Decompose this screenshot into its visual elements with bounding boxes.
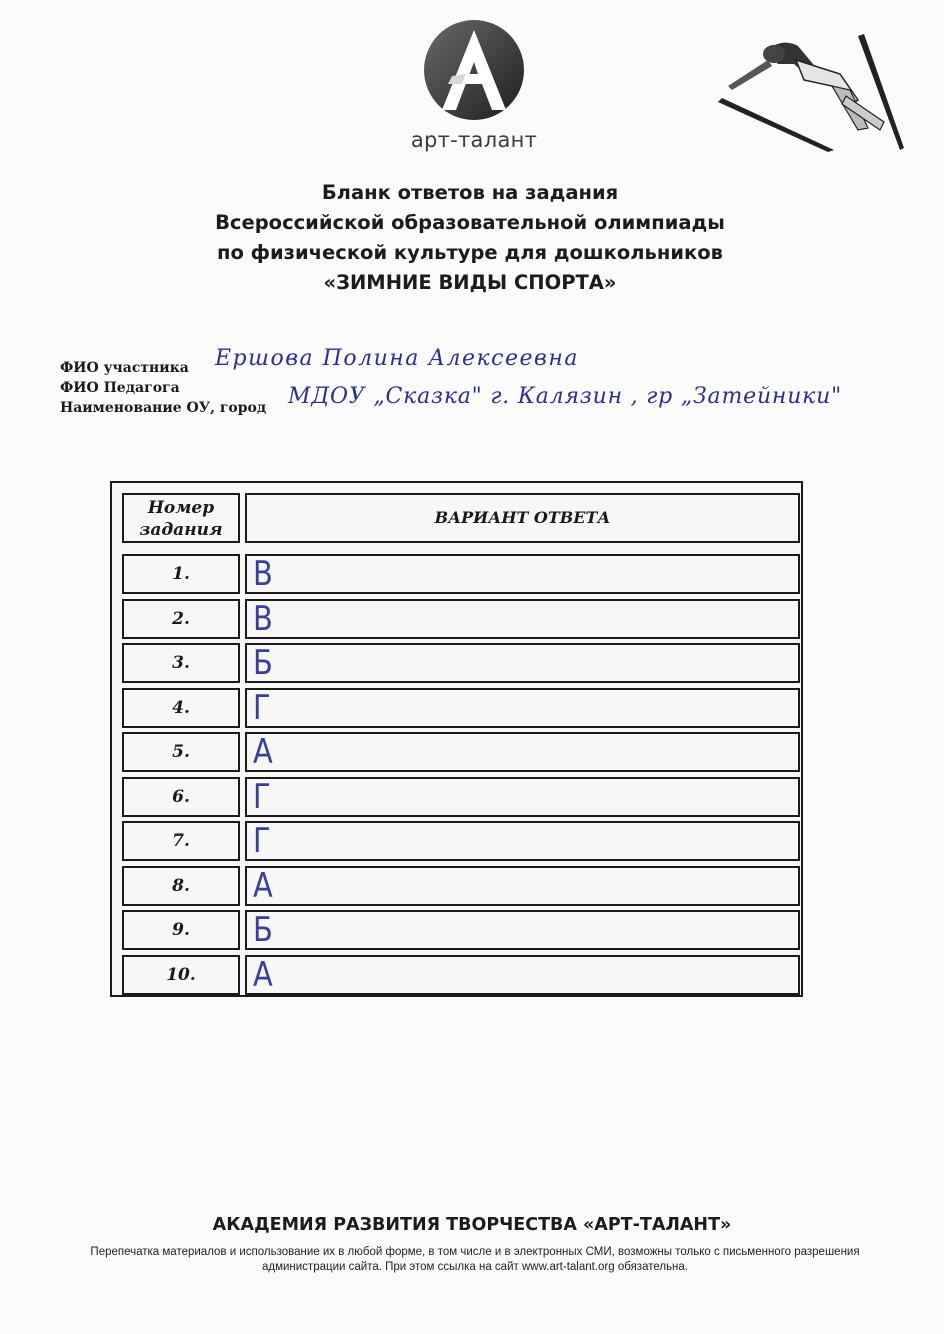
task-number: 5. — [122, 732, 240, 772]
answer-value: В — [253, 554, 273, 594]
answer-cell[interactable] — [245, 777, 800, 817]
task-number: 2. — [122, 599, 240, 639]
task-number: 8. — [122, 866, 240, 906]
participant-row — [60, 346, 940, 380]
task-number: 3. — [122, 643, 240, 683]
answer-cell[interactable] — [245, 643, 800, 683]
table-row — [120, 955, 800, 995]
task-number: 1. — [122, 554, 240, 594]
participant-fields — [60, 340, 940, 416]
table-row — [120, 777, 800, 817]
table-row — [120, 599, 800, 639]
task-number: 10. — [122, 955, 240, 995]
form-title — [150, 178, 790, 298]
task-number: 6. — [122, 777, 240, 817]
answer-cell[interactable] — [245, 866, 800, 906]
participant-value[interactable]: Ершова Полина Алексеевна — [215, 346, 579, 371]
logo-text: арт-талант — [410, 128, 538, 152]
task-number: 4. — [122, 688, 240, 728]
table-row — [120, 554, 800, 594]
task-number: 9. — [122, 910, 240, 950]
teacher-label: ФИО Педагога — [60, 380, 180, 396]
answer-value: Г — [253, 687, 271, 728]
answer-cell[interactable] — [245, 732, 800, 772]
answer-value: А — [253, 865, 273, 906]
title-line-3: по физической культуре для дошкольников — [216, 241, 723, 264]
answer-cell[interactable] — [245, 599, 800, 639]
answer-value: Б — [253, 643, 273, 683]
header-answer-variant: ВАРИАНТ ОТВЕТА — [245, 493, 800, 543]
logo-emblem-icon — [422, 18, 526, 122]
answer-cell[interactable] — [245, 821, 800, 861]
answer-value: Б — [253, 910, 273, 950]
table-row — [120, 732, 800, 772]
table-row — [120, 821, 800, 861]
ski-jumper-illustration — [708, 30, 913, 170]
art-talant-logo — [404, 18, 544, 152]
school-value[interactable]: МДОУ „Сказка" г. Калязин , гр „Затейники" — [288, 384, 842, 409]
answer-value: А — [253, 954, 273, 995]
header-task-number: Номер задания — [122, 493, 240, 543]
answer-cell[interactable] — [245, 910, 800, 950]
title-line-2: Всероссийской образовательной олимпиады — [215, 211, 725, 234]
school-label: Наименование ОУ, город — [60, 400, 267, 416]
answer-cell[interactable] — [245, 554, 800, 594]
task-number: 7. — [122, 821, 240, 861]
answer-value: А — [253, 732, 273, 772]
title-line-4: «ЗИМНИЕ ВИДЫ СПОРТА» — [323, 271, 617, 294]
table-row — [120, 688, 800, 728]
answer-cell[interactable] — [245, 688, 800, 728]
table-row — [120, 643, 800, 683]
table-row — [120, 866, 800, 906]
participant-label: ФИО участника — [60, 360, 189, 376]
table-row — [120, 910, 800, 950]
answer-table — [110, 481, 803, 997]
answer-cell[interactable] — [245, 955, 800, 995]
answer-value: В — [253, 598, 273, 639]
answer-value: Г — [253, 821, 271, 861]
title-line-1: Бланк ответов на задания — [321, 181, 619, 204]
footer-title: АКАДЕМИЯ РАЗВИТИЯ ТВОРЧЕСТВА «АРТ-ТАЛАНТ» — [212, 1215, 732, 1235]
footer-copyright-note: Перепечатка материалов и использование их в любой форме, в том числе и в электронных СМИ, возможны только с письменного разрешения администрации сайта. При этом ссылка на сайт www.art-talant.org обязательна. — [90, 1246, 860, 1273]
answer-value: Г — [253, 776, 271, 817]
